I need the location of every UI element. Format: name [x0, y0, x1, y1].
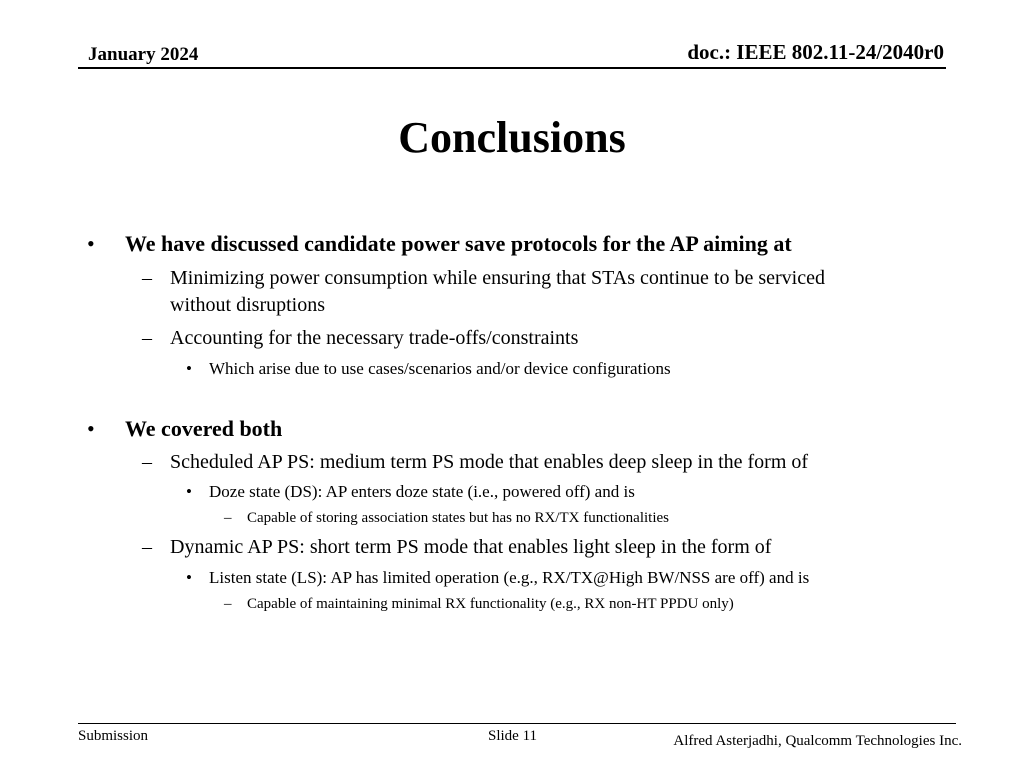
header-doc-id: doc.: IEEE 802.11-24/2040r0 — [687, 40, 944, 64]
bullet-level1-discussed: We have discussed candidate power save protocols for the AP aiming at — [125, 231, 792, 256]
slide-title: Conclusions — [398, 113, 626, 162]
header-divider — [78, 67, 946, 69]
footer-slide-number: Slide 11 — [488, 728, 538, 744]
bullet-level2-scheduled: Scheduled AP PS: medium term PS mode that enables deep sleep in the form of — [170, 451, 809, 473]
bullet-marker: • — [87, 231, 95, 256]
footer-submission: Submission — [78, 728, 149, 744]
bullet-level2-minimizing-cont: without disruptions — [170, 294, 326, 316]
bullet-level4-maintaining: Capable of maintaining minimal RX functionality (e.g., RX non-HT PPDU only) — [247, 596, 734, 612]
footer-divider — [78, 723, 956, 724]
bullet-level1-covered: We covered both — [125, 416, 283, 441]
dash-marker: – — [142, 327, 152, 349]
bullet-level2-dynamic: Dynamic AP PS: short term PS mode that enables light sleep in the form of — [170, 536, 772, 558]
header-date: January 2024 — [88, 44, 199, 65]
bullet-marker: • — [186, 568, 192, 587]
bullet-level3-doze: Doze state (DS): AP enters doze state (i.e., powered off) and is — [209, 482, 635, 501]
bullet-level3-use-cases: Which arise due to use cases/scenarios and/or device configurations — [209, 359, 671, 378]
dash-marker: – — [142, 451, 152, 473]
dash-marker: – — [224, 510, 232, 526]
bullet-marker: • — [87, 416, 95, 441]
bullet-marker: • — [186, 359, 192, 378]
dash-marker: – — [142, 536, 152, 558]
bullet-marker: • — [186, 482, 192, 501]
bullet-level2-minimizing: Minimizing power consumption while ensuring that STAs continue to be serviced — [170, 267, 825, 289]
bullet-level3-listen: Listen state (LS): AP has limited operation (e.g., RX/TX@High BW/NSS are off) and is — [209, 568, 810, 587]
dash-marker: – — [224, 596, 232, 612]
bullet-level2-accounting: Accounting for the necessary trade-offs/constraints — [170, 327, 579, 349]
bullet-level4-storing: Capable of storing association states but has no RX/TX functionalities — [247, 510, 670, 526]
footer-author: Alfred Asterjadhi, Qualcomm Technologies Inc. — [673, 733, 962, 749]
dash-marker: – — [142, 267, 152, 289]
